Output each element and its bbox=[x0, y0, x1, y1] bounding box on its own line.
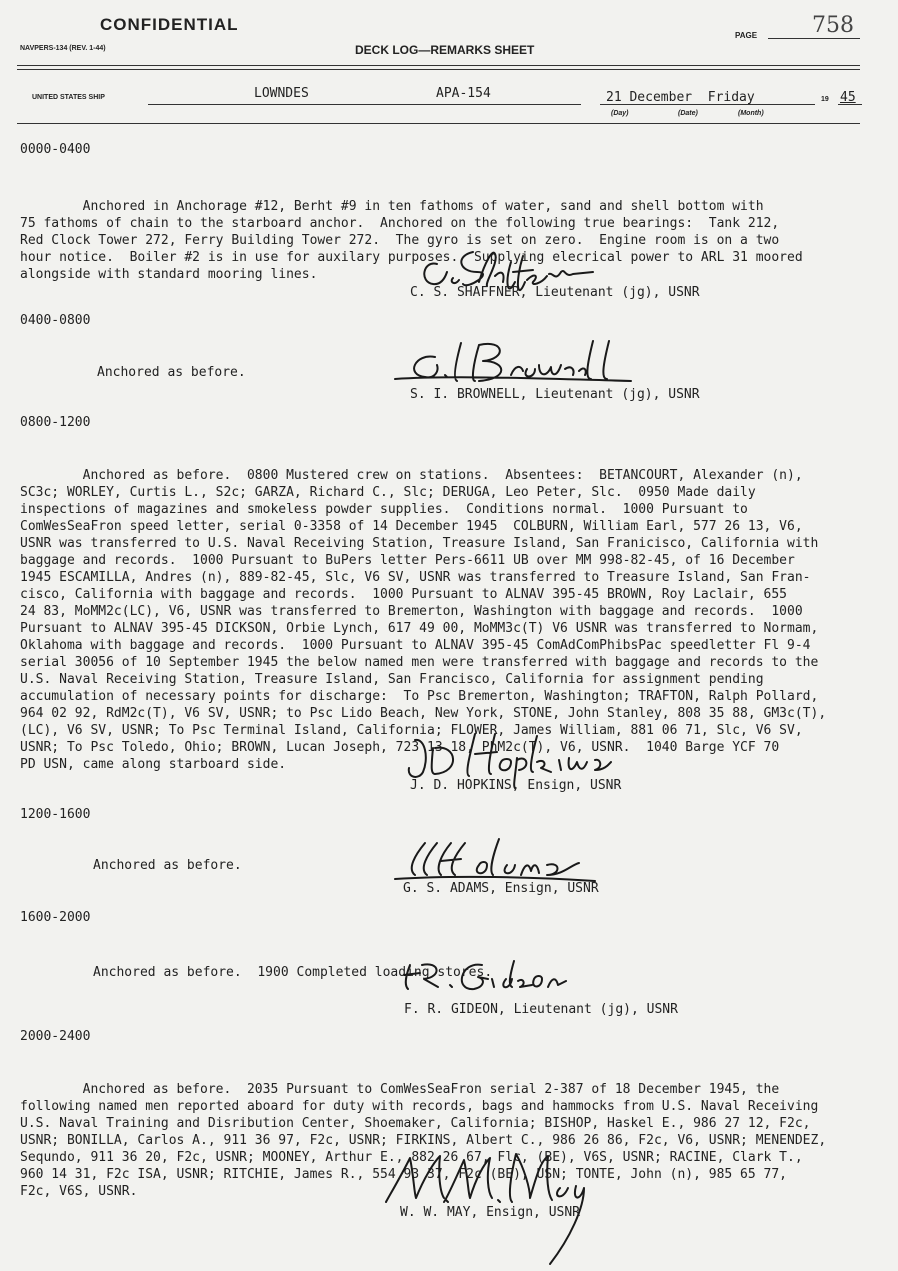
ship-name: LOWNDES bbox=[254, 86, 309, 101]
signature-gideon bbox=[400, 955, 580, 1000]
signature-brownell bbox=[395, 335, 635, 395]
watch-time-0400: 0400-0800 bbox=[20, 313, 91, 328]
ship-rule bbox=[17, 123, 860, 124]
watch-time-2000: 2000-2400 bbox=[20, 1029, 91, 1044]
ship-label: UNITED STATES SHIP bbox=[32, 94, 105, 101]
watch-time-1200: 1200-1600 bbox=[20, 807, 91, 822]
ship-hull-number: APA-154 bbox=[436, 86, 491, 101]
watch-time-0800: 0800-1200 bbox=[20, 415, 91, 430]
watch-time-1600: 1600-2000 bbox=[20, 910, 91, 925]
date-sublabel: (Date) bbox=[678, 110, 698, 117]
watch-time-0000: 0000-0400 bbox=[20, 142, 91, 157]
log-date: 21 December Friday bbox=[606, 90, 755, 105]
signature-adams bbox=[395, 835, 615, 885]
signature-name-2000: W. W. MAY, Ensign, USNR bbox=[400, 1205, 581, 1220]
page-number-line bbox=[768, 38, 860, 39]
day-sublabel: (Day) bbox=[611, 110, 629, 117]
signature-name-0800: J. D. HOPKINS, Ensign, USNR bbox=[410, 778, 622, 793]
watch-entry-0400: Anchored as before. bbox=[97, 365, 246, 380]
signature-name-1600: F. R. GIDEON, Lieutenant (jg), USNR bbox=[404, 1002, 678, 1017]
sheet-title: DECK LOG—REMARKS SHEET bbox=[355, 43, 535, 57]
signature-name-1200: G. S. ADAMS, Ensign, USNR bbox=[403, 881, 599, 896]
form-number: NAVPERS-134 (REV. 1-44) bbox=[20, 45, 106, 52]
log-year: 45 bbox=[840, 90, 856, 105]
page-number: 758 bbox=[812, 13, 854, 38]
page-label: PAGE bbox=[735, 31, 758, 40]
watch-entry-2000: Anchored as before. 2035 Pursuant to ComWesSeaFron serial 2-387 of 18 December 1945, the following named men reported aboard for duty with records, bags and hammocks from U.S. Naval Receiving U.S. Naval Training and Disribution Center, Shoemaker, California; BISHOP, Haskel E., 986 27 12, F2c, USNR; BONILLA, Carlos A., 911 36 97, F2c, USNR; FIRKINS, Albert C., 986 26 86, F2c, V6, USNR; MENENDEZ, Sequndo, 911 36 20, F2c, USNR; MOONEY, Arthur E., 882 26 67, Flc, (BE), V6S, USNR; RACINE, Clark T., 960 14 31, F2c ISA, USNR; RITCHIE, James R., 554 93 37, F2c (BE), USN; TONTE, John (n), 985 65 77, F2c, V6S, USNR. bbox=[20, 1082, 827, 1199]
header-rule-top bbox=[17, 65, 860, 66]
signature-name-0000: C. S. SHAFFNER, Lieutenant (jg), USNR bbox=[410, 285, 700, 300]
classification-label: CONFIDENTIAL bbox=[100, 15, 239, 34]
watch-entry-1600: Anchored as before. 1900 Completed loading stores. bbox=[93, 965, 493, 980]
year-prefix: 19 bbox=[821, 96, 829, 103]
watch-entry-1200: Anchored as before. bbox=[93, 858, 242, 873]
watch-entry-0800: Anchored as before. 0800 Mustered crew on stations. Absentees: BETANCOURT, Alexander (n), SC3c; WORLEY, Curtis L., S2c; GARZA, Richard C., Slc; DERUGA, Leo Peter, Slc. 0950 Made daily inspections of magazines and smokeless powder supplies. Conditions normal. 1000 Pursuant to ComWesSeaFron speed letter, serial 0-3358 of 14 December 1945 COLBURN, William Earl, 577 26 13, V6, USNR was transferred to U.S. Naval Receiving Station, Treasure Island, San Franicisco, California with baggage and records. 1000 Pursuant to BuPers letter Pers-6611 UB over MM 998-82-45, of 16 December 1945 ESCAMILLA, Andres (n), 889-82-45, Slc, V6 SV, USNR was transferred to Treasure Island, San Fran- cisco, California with baggage and records. 1000 Pursuant to ALNAV 395-45 BROWN, Roy Laclair, 655 24 83, MoMM2c(LC), V6, USNR was transferred to Bremerton, Washington with baggage and records. 1000 Pursuant to ALNAV 395-45 DICKSON, Orbie Lynch, 617 49 00, MoMM3c(T) V6 USNR was transferred to Normam, Oklahoma with baggage and records. 1000 Pursuant to ALNAV 395-45 ComAdComPhibsPac speedletter Fl 9-4 serial 30056 of 10 September 1945 the below named men were transferred with baggage and records to the U.S. Naval Receiving Station, Treasure Island, San Francisco, California for assignment pending accumulation of necessary points for discharge: To Psc Bremerton, Washington; TRAFTON, Ralph Pollard, 964 02 92, RdM2c(T), V6 SV, USNR; to Psc Lido Beach, New York, STONE, John Stanley, 808 35 88, GM3c(T), (LC), V6 SV, USNR; To Psc Terminal Island, California; FLOWER, James William, 881 06 71, Slc, V6 SV, USNR; To Psc Toledo, Ohio; BROWN, Lucan Joseph, 723 13 18, PhM2c(T), V6, USNR. 1040 Barge YCF 70 PD USN, came along starboard side. bbox=[20, 468, 827, 772]
header-rule-bottom bbox=[17, 69, 860, 70]
signature-shaffner bbox=[415, 242, 605, 312]
watch-entry-0000: Anchored in Anchorage #12, Berht #9 in ten fathoms of water, sand and shell bottom with 75 fathoms of chain to the starboard anchor. Anchored on the following true bearings: Tank 212, Red Clock Tower 272, Ferry Building Tower 272. The gyro is set on zero. Engine room is on a two hour notice. Boiler #2 is in use for auxilary purposes. Supplying elecrical power to ARL 31 moored alongside with standard mooring lines. bbox=[20, 199, 803, 282]
ship-name-line bbox=[148, 104, 581, 105]
month-sublabel: (Month) bbox=[738, 110, 764, 117]
signature-name-0400: S. I. BROWNELL, Lieutenant (jg), USNR bbox=[410, 387, 700, 402]
